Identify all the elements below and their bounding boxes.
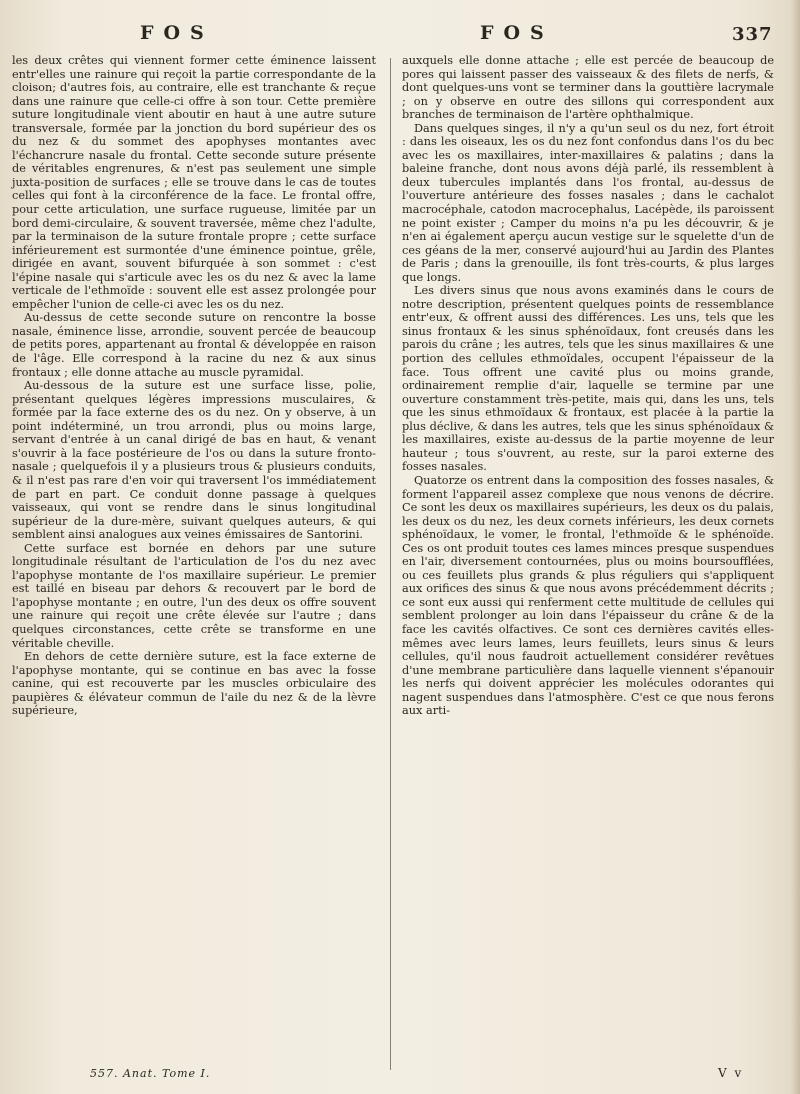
- right-text-column: [402, 54, 774, 718]
- paragraph: Cette surface est bornée en dehors par une suture longitudinale résultant de l'articulation de l'os du nez avec l'apophyse montante de l'os maxillaire supérieur. Le premier est taillé en biseau par dehors & recouvert par le bord de l'apophyse montante ; en outre, l'un des deux os offre souvent une rainure qui reçoit une crête élevée sur l'autre ; dans quelques circonstances, cette crête se transforme en une véritable cheville.: [12, 541, 376, 650]
- paragraph: auxquels elle donne attache ; elle est percée de beaucoup de pores qui laissent passer des vaisseaux & des filets de nerfs, & dont quelques-uns vont se terminer dans la gouttière lacrymale ; on y observe en outre des sillons qui correspondent aux branches de terminaison de l'artère ophthalmique.: [402, 54, 774, 122]
- column-divider: [390, 58, 391, 1070]
- paragraph: Au-dessus de cette seconde suture on rencontre la bosse nasale, éminence lisse, arrondie, souvent percée de beaucoup de petits pores, appartenant au frontal & développée en raison de l'âge. Elle correspond à la racine du nez & aux sinus frontaux ; elle donne attache au muscle pyramidal.: [12, 311, 376, 379]
- paragraph: Quatorze os entrent dans la composition des fosses nasales, & forment l'appareil assez complexe que nous venons de décrire. Ce sont les deux os maxillaires supérieurs, les deux os du palais, les deux os du nez, les deux cornets inférieurs, les deux cornets sphénoïdaux, le vomer, le frontal, l'ethmoïde & le sphénoïde. Ces os ont produit toutes ces lames minces presque suspendues en l'air, diversement contournées, plus ou moins boursoufflées, ou ces feuillets plus grands & plus réguliers qui s'appliquent aux orifices des sinus & que nous avons précédemment décrits ; ce sont eux aussi qui renferment cette multitude de cellules qui semblent prolonger au loin dans l'épaisseur du crâne & de la face les cavités olfactives. Ce sont ces dernières cavités elles-mêmes avec leurs lames, leurs feuillets, leurs sinus & leurs cellules, qu'il nous faudroit actuellement considérer revêtues d'une membrane particulière dans laquelle viennent s'épanouir les nerfs qui doivent apprécier les molécules odorantes qui nagent suspendues dans l'atmosphère. C'est ce que nous ferons aux arti-: [402, 473, 774, 718]
- catchword: V v: [718, 1066, 744, 1080]
- right-running-title: FOS: [480, 22, 554, 44]
- paragraph: En dehors de cette dernière suture, est la face externe de l'apophyse montante, qui se continue en bas avec la fosse canine, qui est recouverte par les muscles orbiculaire des paupières & élévateur commun de l'aile du nez & de la lèvre supérieure,: [12, 650, 376, 718]
- paragraph: Les divers sinus que nous avons examinés dans le cours de notre description, présentent quelques points de ressemblance entr'eux, & offrent aussi des différences. Les uns, tels que les sinus frontaux & les sinus sphénoïdaux, font creusés dans les parois du crâne ; les autres, tels que les sinus maxillaires & une portion des cellules ethmoïdales, occupent l'épaisseur de la face. Tous offrent une cavité plus ou moins grande, ordinairement remplie d'air, laquelle se termine par une ouverture constamment très-petite, mais qui, dans les uns, tels que les sinus ethmoïdaux & frontaux, est placée à la partie la plus déclive, & dans les autres, tels que les sinus sphénoïdaux & les maxillaires, existe au-dessus de la partie moyenne de leur hauteur ; tous s'ouvrent, au reste, sur la paroi externe des fosses nasales.: [402, 284, 774, 474]
- page-edge-shadow: [790, 0, 800, 1094]
- paragraph: les deux crêtes qui viennent former cette éminence laissent entr'elles une rainure qui reçoit la partie correspondante de la cloison; d'autres fois, au contraire, elle est tranchante & reçue dans une rainure que celle-ci offre à son tour. Cette première suture longitudinale vient aboutir en haut à une autre suture transversale, formée par la jonction du bord supérieur des os du nez & du sommet des apophyses montantes avec l'échancrure nasale du frontal. Cette seconde suture présente de véritables engrenures, & n'est pas seulement une simple juxta-position de surfaces ; elle se trouve dans le cas de toutes celles qui font à la circonférence de la face. Le frontal offre, pour cette articulation, une surface rugueuse, limitée par un bord demi-circulaire, & souvent traversée, même chez l'adulte, par la terminaison de la suture frontale propre ; cette surface inférieurement est surmontée d'une éminence pointue, grêle, dirigée en avant, souvent bifurquée à son sommet : c'est l'épine nasale qui s'articule avec les os du nez & avec la lame verticale de l'ethmoïde : souvent elle est assez prolongée pour empêcher l'union de celle-ci avec les os du nez.: [12, 54, 376, 311]
- page-number: 337: [732, 24, 773, 45]
- left-text-column: [12, 54, 376, 718]
- signature-mark: 557. Anat. Tome I.: [90, 1067, 211, 1080]
- left-running-title: FOS: [140, 22, 214, 44]
- running-header: [0, 22, 800, 52]
- paragraph: Dans quelques singes, il n'y a qu'un seul os du nez, fort étroit : dans les oiseaux, les os du nez font confondus dans l'os du bec avec les os maxillaires, inter-maxillaires & palatins ; dans la baleine franche, dont nous avons déjà parlé, ils ressemblent à deux tubercules implantés dans l'os frontal, au-dessus de l'ouverture antérieure des fosses nasales ; dans le cachalot macrocéphale, catodon macrocephalus, Lacépède, ils paroissent ne point exister ; Camper du moins n'a pu les découvrir, & je n'en ai également aperçu aucun vestige sur le squelette d'un de ces géans de la mer, conservé aujourd'hui au Jardin des Plantes de Paris ; dans la grenouille, ils font très-courts, & plus larges que longs.: [402, 121, 774, 284]
- paragraph: Au-dessous de la suture est une surface lisse, polie, présentant quelques légères impressions musculaires, & formée par la face externe des os du nez. On y observe, à un point indéterminé, un trou arrondi, plus ou moins large, servant d'entrée à un canal dirigé de bas en haut, & venant s'ouvrir à la face postérieure de l'os ou dans la suture fronto-nasale ; quelquefois il y a plusieurs trous & plusieurs conduits, & il n'est pas rare d'en voir qui traversent l'os immédiatement de part en part. Ce conduit donne passage à quelques vaisseaux, qui vont se rendre dans le sinus longitudinal supérieur de la dure-mère, suivant quelques auteurs, & qui semblent ainsi analogues aux veines émissaires de Santorini.: [12, 379, 376, 542]
